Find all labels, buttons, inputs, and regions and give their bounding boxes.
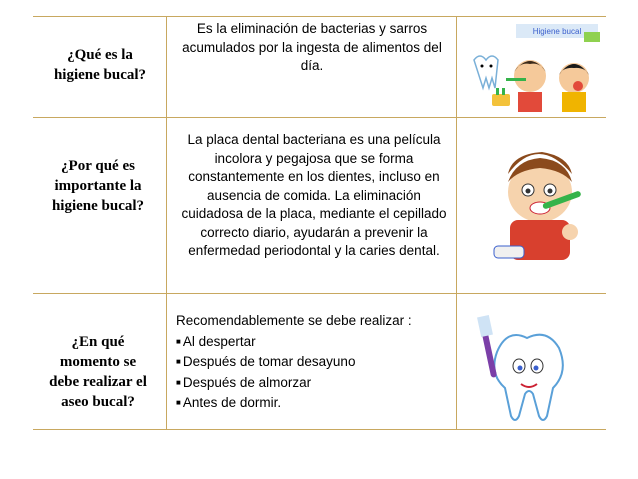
question-when: ¿En qué momento se debe realizar el aseo bucal?	[49, 334, 147, 410]
kids-brushing-image	[466, 20, 606, 114]
recommendations-list	[176, 311, 412, 414]
list-item: ■ Al despertar	[176, 332, 412, 353]
answer-what-is: Es la eliminación de bacterias y sarros acumulados por la ingesta de alimentos del día.	[182, 21, 442, 73]
recommendations-intro: Recomendablemente se debe realizar :	[176, 313, 412, 328]
list-item: ■ Después de tomar desayuno	[176, 352, 412, 373]
boy-brushing-image	[490, 136, 590, 266]
tooth-with-toothbrush-image	[475, 312, 585, 422]
question-why-important: ¿Por qué es importante la higiene bucal?	[51, 158, 145, 214]
table-border-bottom	[33, 429, 606, 430]
question-what-is: ¿Qué es la higiene bucal?	[53, 47, 147, 83]
table-column-divider-2	[456, 16, 457, 429]
image-label: Higiene bucal	[532, 27, 582, 36]
list-item: ■ Antes de dormir.	[176, 393, 412, 414]
table-divider-1	[33, 117, 606, 118]
list-item: ■ Después de almorzar	[176, 373, 412, 394]
table-divider-2	[33, 293, 606, 294]
answer-why-important: La placa dental bacteriana es una película incolora y pegajosa que se forma constantemente en los dientes, incluso en ausencia de comida. La eliminación cuidadosa de la placa, mediante el cepillado correcto diario, ayudarán a prevenir la enfermedad periodontal y la caries dental.	[181, 132, 447, 258]
table-column-divider-1	[166, 16, 167, 429]
table-border-top	[33, 16, 606, 17]
